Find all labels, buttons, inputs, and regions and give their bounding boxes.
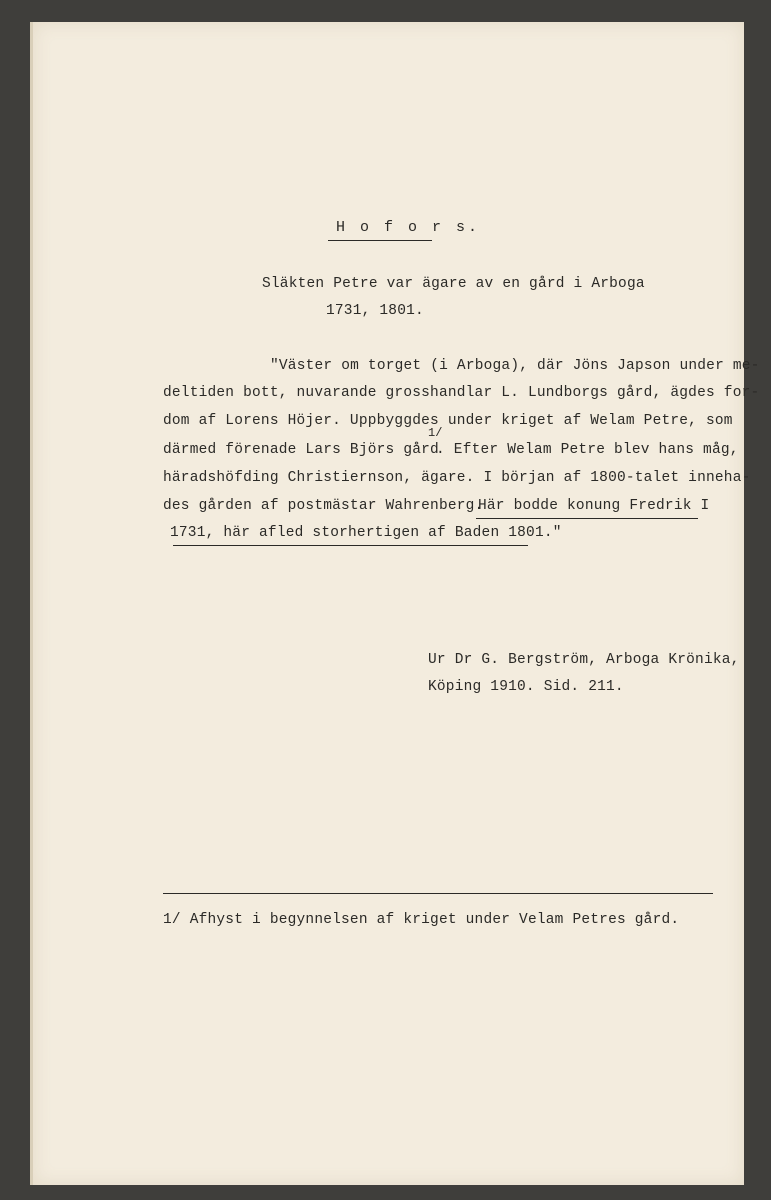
- title-underline: [328, 240, 432, 241]
- highlight-underline-2: [173, 545, 528, 546]
- highlight-underline-1: [476, 518, 698, 519]
- source-line-2: Köping 1910. Sid. 211.: [428, 679, 624, 695]
- footnote-text: 1/ Afhyst i begynnelsen af kriget under Velam Petres gård.: [163, 912, 680, 928]
- quote-line-6b-underlined: Här bodde konung Fredrik I: [478, 498, 710, 514]
- subtitle-line-2: 1731, 1801.: [326, 303, 424, 319]
- quote-line-7-underlined: 1731, här afled storhertigen af Baden 1801.": [170, 525, 562, 541]
- quote-line-6a: des gården af postmästar Wahrenberg.: [163, 498, 484, 514]
- source-line-1: Ur Dr G. Bergström, Arboga Krönika,: [428, 652, 740, 668]
- quote-line-3: dom af Lorens Höjer. Uppbyggdes under kriget af Welam Petre, som: [163, 413, 733, 429]
- subtitle-line-1: Släkten Petre var ägare av en gård i Arboga: [262, 276, 645, 292]
- document-title: H o f o r s.: [336, 219, 481, 236]
- quote-line-5: häradshöfding Christiernson, ägare. I början af 1800-talet inneha-: [163, 470, 751, 486]
- quote-line-4a: därmed förenade Lars Björs gård: [163, 442, 439, 458]
- quote-line-1: "Väster om torget (i Arboga), där Jöns Japson under me-: [270, 358, 760, 374]
- footnote-rule: [163, 893, 713, 894]
- footnote-reference: 1/: [428, 426, 443, 440]
- quote-line-2: deltiden bott, nuvarande grosshandlar L. Lundborgs gård, ägdes for-: [163, 385, 760, 401]
- document-page: [30, 22, 744, 1185]
- quote-line-4b: . Efter Welam Petre blev hans måg,: [436, 442, 739, 458]
